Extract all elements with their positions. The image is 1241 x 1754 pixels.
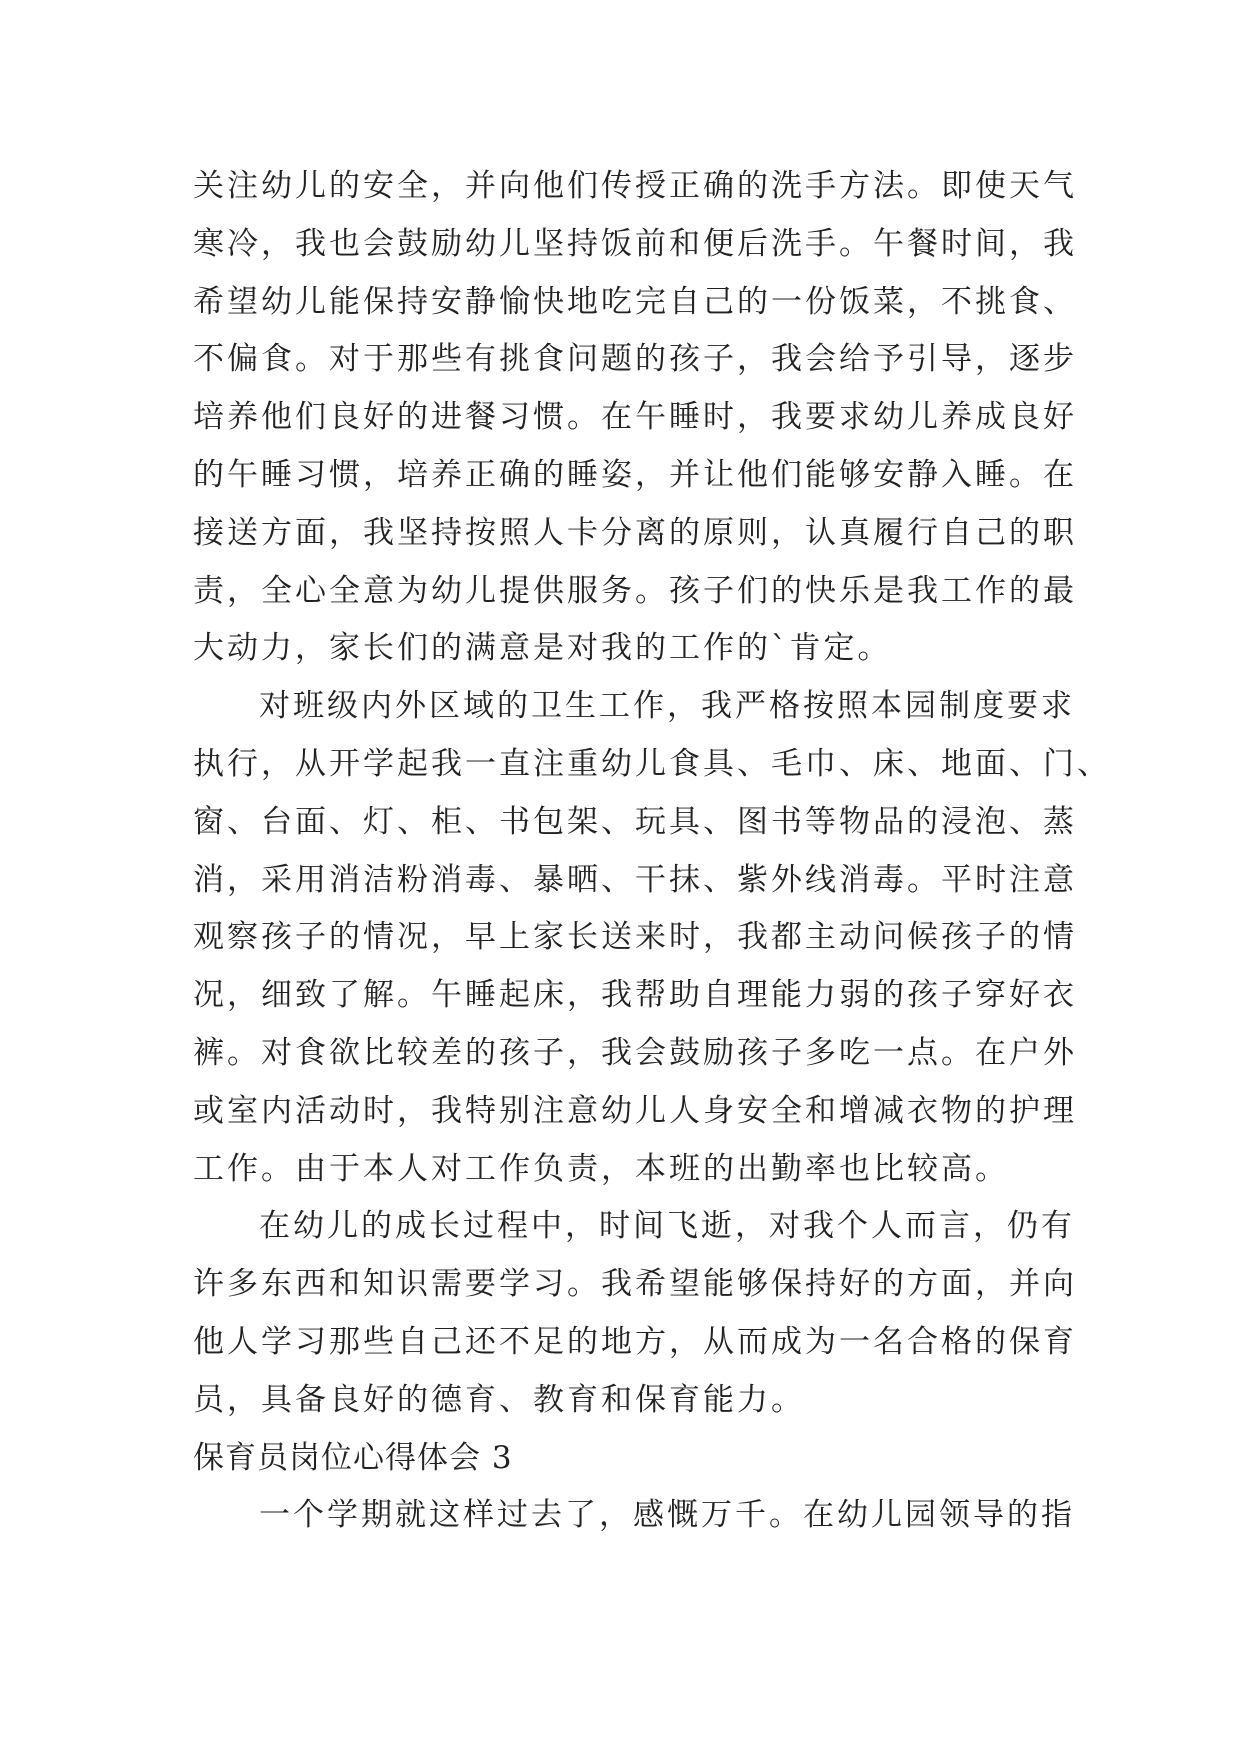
text-line: 许多东西和知识需要学习。我希望能够保持好的方面，并向 <box>193 1266 1077 1303</box>
text-line: 工作。由于本人对工作负责，本班的出勤率也比较高。 <box>193 1150 1009 1187</box>
text-line: 执行，从开学起我一直注重幼儿食具、毛巾、床、地面、门、 <box>193 745 1111 782</box>
text-line: 责，全心全意为幼儿提供服务。孩子们的快乐是我工作的最 <box>193 572 1077 609</box>
section-heading: 保育员岗位心得体会 3 <box>193 1439 513 1476</box>
document-body <box>193 158 1111 1545</box>
text-line: 培养他们良好的进餐习惯。在午睡时，我要求幼儿养成良好 <box>193 399 1077 436</box>
text-line: 裤。对食欲比较差的孩子，我会鼓励孩子多吃一点。在户外 <box>193 1034 1077 1071</box>
text-line: 或室内活动时，我特别注意幼儿人身安全和增减衣物的护理 <box>193 1092 1077 1129</box>
text-line: 寒冷，我也会鼓励幼儿坚持饭前和便后洗手。午餐时间，我 <box>193 225 1077 262</box>
paragraph-start-line: 对班级内外区域的卫生工作，我严格按照本园制度要求 <box>259 688 1075 725</box>
text-line: 的午睡习惯，培养正确的睡姿，并让他们能够安静入睡。在 <box>193 456 1077 493</box>
text-line: 他人学习那些自己还不足的地方，从而成为一名合格的保育 <box>193 1323 1077 1360</box>
text-line: 希望幼儿能保持安静愉快地吃完自己的一份饭菜，不挑食、 <box>193 283 1077 320</box>
text-line: 观察孩子的情况，早上家长送来时，我都主动问候孩子的情 <box>193 919 1077 956</box>
paragraph-start-line: 一个学期就这样过去了，感慨万千。在幼儿园领导的指 <box>259 1497 1075 1534</box>
text-line: 况，细致了解。午睡起床，我帮助自理能力弱的孩子穿好衣 <box>193 977 1077 1014</box>
text-line: 消，采用消洁粉消毒、暴晒、干抹、紫外线消毒。平时注意 <box>193 861 1077 898</box>
text-line: 窗、台面、灯、柜、书包架、玩具、图书等物品的浸泡、蒸 <box>193 803 1077 840</box>
text-line: 关注幼儿的安全，并向他们传授正确的洗手方法。即使天气 <box>193 168 1077 204</box>
text-line: 员，具备良好的德育、教育和保育能力。 <box>193 1381 805 1418</box>
paragraph-start-line: 在幼儿的成长过程中，时间飞逝，对我个人而言，仍有 <box>259 1208 1075 1245</box>
text-line: 不偏食。对于那些有挑食问题的孩子，我会给予引导，逐步 <box>193 341 1077 378</box>
text-line: 接送方面，我坚持按照人卡分离的原则，认真履行自己的职 <box>193 514 1077 551</box>
text-line: 大动力，家长们的满意是对我的工作的`肯定。 <box>193 630 892 667</box>
